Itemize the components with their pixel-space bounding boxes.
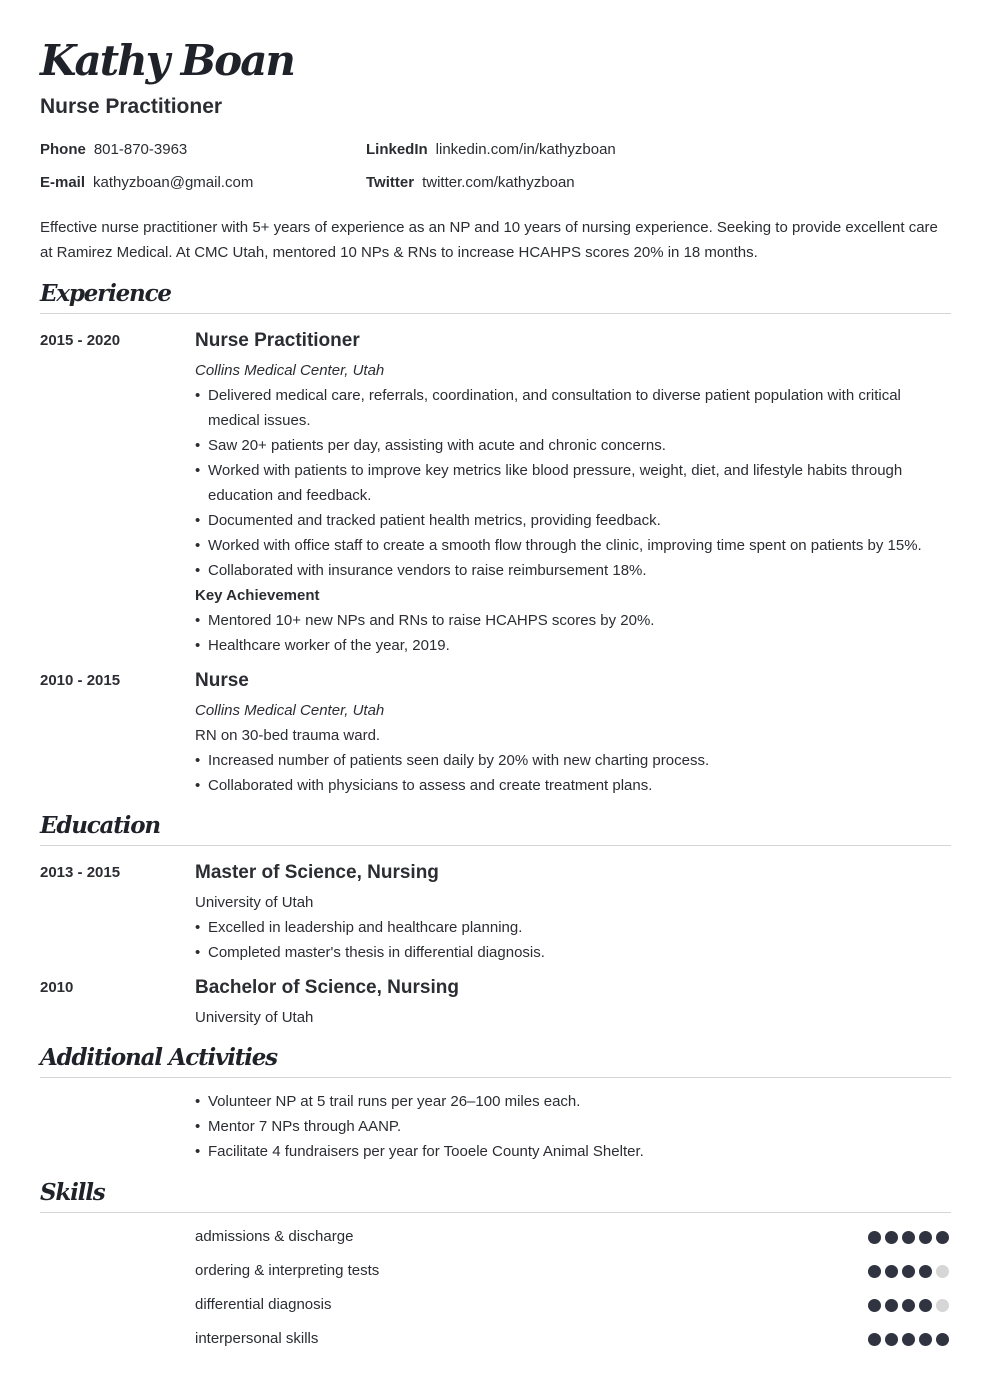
rating-dot-filled (868, 1265, 881, 1278)
job-dates: 2015 - 2020 (40, 332, 121, 349)
job-entry (195, 329, 951, 658)
rating-dot-filled (902, 1299, 915, 1312)
list-item: • Mentor 7 NPs through AANP. (195, 1114, 951, 1139)
list-item: • Mentored 10+ new NPs and RNs to raise HCAHPS scores by 20%. (195, 608, 951, 633)
rating-dot-filled (936, 1333, 949, 1346)
rating-dot-empty (936, 1299, 949, 1312)
rating-dot-filled (885, 1333, 898, 1346)
skill-row (195, 1327, 951, 1351)
skill-rating (868, 1231, 949, 1244)
rating-dot-filled (885, 1231, 898, 1244)
list-item: • Volunteer NP at 5 trail runs per year 26–100 miles each. (195, 1089, 951, 1114)
education-bullets (195, 915, 951, 965)
list-item: • Saw 20+ patients per day, assisting with acute and chronic concerns. (195, 433, 951, 458)
skill-name: admissions & discharge (195, 1228, 354, 1245)
skill-rating (868, 1265, 949, 1278)
list-item: • Collaborated with insurance vendors to raise reimbursement 18%. (195, 558, 951, 583)
skill-rating (868, 1299, 949, 1312)
rating-dot-filled (902, 1265, 915, 1278)
experience-heading-text: Experience (40, 280, 171, 307)
email-label: E-mail (40, 174, 86, 191)
education-entry (195, 976, 951, 1030)
rating-dot-filled (919, 1265, 932, 1278)
job-role: Nurse Practitioner (195, 330, 360, 351)
job-entry (195, 669, 951, 798)
list-item: • Completed master's thesis in differential diagnosis. (195, 940, 951, 965)
degree-title: Bachelor of Science, Nursing (195, 977, 459, 998)
activities-heading (40, 1046, 951, 1078)
degree-title: Master of Science, Nursing (195, 862, 439, 883)
rating-dot-filled (902, 1333, 915, 1346)
skill-row (195, 1259, 951, 1283)
skills-heading (40, 1181, 951, 1213)
summary: Effective nurse practitioner with 5+ years of experience as an NP and 10 years of nursing experience. Seeking to provide excellent care at Ramirez Medical. At CMC Utah, mentored 10 NPs & RNs to increase HCAHPS scores 20% in 18 months. (40, 219, 938, 261)
job-bullets (195, 383, 951, 583)
skills-heading-text: Skills (40, 1179, 105, 1206)
candidate-name: Kathy Boan (40, 36, 294, 85)
rating-dot-filled (885, 1299, 898, 1312)
linkedin-label: LinkedIn (366, 141, 428, 158)
contact-linkedin (366, 141, 616, 158)
school-name: University of Utah (195, 1009, 314, 1026)
rating-dot-empty (936, 1265, 949, 1278)
phone-value: 801-870-3963 (93, 141, 188, 158)
education-dates: 2010 (40, 979, 74, 996)
skill-name: ordering & interpreting tests (195, 1262, 380, 1279)
school-name: University of Utah (195, 894, 314, 911)
rating-dot-filled (919, 1231, 932, 1244)
phone-label: Phone (40, 141, 86, 158)
candidate-title: Nurse Practitioner (40, 95, 223, 118)
rating-dot-filled (885, 1265, 898, 1278)
contact-twitter (366, 174, 575, 191)
twitter-value[interactable]: twitter.com/kathyzboan (422, 174, 575, 191)
email-value[interactable]: kathyzboan@gmail.com (93, 174, 254, 191)
rating-dot-filled (868, 1231, 881, 1244)
job-org: Collins Medical Center, Utah (195, 702, 385, 719)
activities-heading-text: Additional Activities (40, 1044, 277, 1071)
education-dates: 2013 - 2015 (40, 864, 121, 881)
skill-name: interpersonal skills (195, 1330, 319, 1347)
rating-dot-filled (919, 1333, 932, 1346)
education-entry (195, 861, 951, 965)
rating-dot-filled (919, 1299, 932, 1312)
rating-dot-filled (902, 1231, 915, 1244)
twitter-label: Twitter (366, 174, 415, 191)
list-item: • Collaborated with physicians to assess and create treatment plans. (195, 773, 951, 798)
list-item: • Documented and tracked patient health metrics, providing feedback. (195, 508, 951, 533)
linkedin-value[interactable]: linkedin.com/in/kathyzboan (435, 141, 616, 158)
rating-dot-filled (868, 1333, 881, 1346)
rating-dot-filled (936, 1231, 949, 1244)
job-dates: 2010 - 2015 (40, 672, 121, 689)
skill-row (195, 1293, 951, 1317)
achievement-bullets (195, 608, 951, 658)
job-org: Collins Medical Center, Utah (195, 362, 385, 379)
skill-rating (868, 1333, 949, 1346)
list-item: • Delivered medical care, referrals, coordination, and consultation to diverse patient population with critical medical issues. (195, 383, 951, 433)
activities-bullets (195, 1089, 951, 1164)
contact-phone (40, 141, 187, 158)
job-description: RN on 30-bed trauma ward. (195, 727, 381, 744)
list-item: • Facilitate 4 fundraisers per year for Tooele County Animal Shelter. (195, 1139, 951, 1164)
education-heading (40, 814, 951, 846)
list-item: • Worked with patients to improve key metrics like blood pressure, weight, diet, and lifestyle habits through education and feedback. (195, 458, 951, 508)
key-achievement-label: Key Achievement (195, 587, 320, 604)
experience-heading (40, 282, 951, 314)
contact-email (40, 174, 253, 191)
job-bullets (195, 748, 951, 798)
list-item: • Worked with office staff to create a smooth flow through the clinic, improving time spent on patients by 15%. (195, 533, 951, 558)
activities-entry (195, 1089, 951, 1164)
job-role: Nurse (195, 670, 249, 691)
list-item: • Increased number of patients seen daily by 20% with new charting process. (195, 748, 951, 773)
education-heading-text: Education (40, 812, 160, 839)
skill-row (195, 1225, 951, 1249)
list-item: • Excelled in leadership and healthcare planning. (195, 915, 951, 940)
rating-dot-filled (868, 1299, 881, 1312)
skill-name: differential diagnosis (195, 1296, 332, 1313)
list-item: • Healthcare worker of the year, 2019. (195, 633, 951, 658)
